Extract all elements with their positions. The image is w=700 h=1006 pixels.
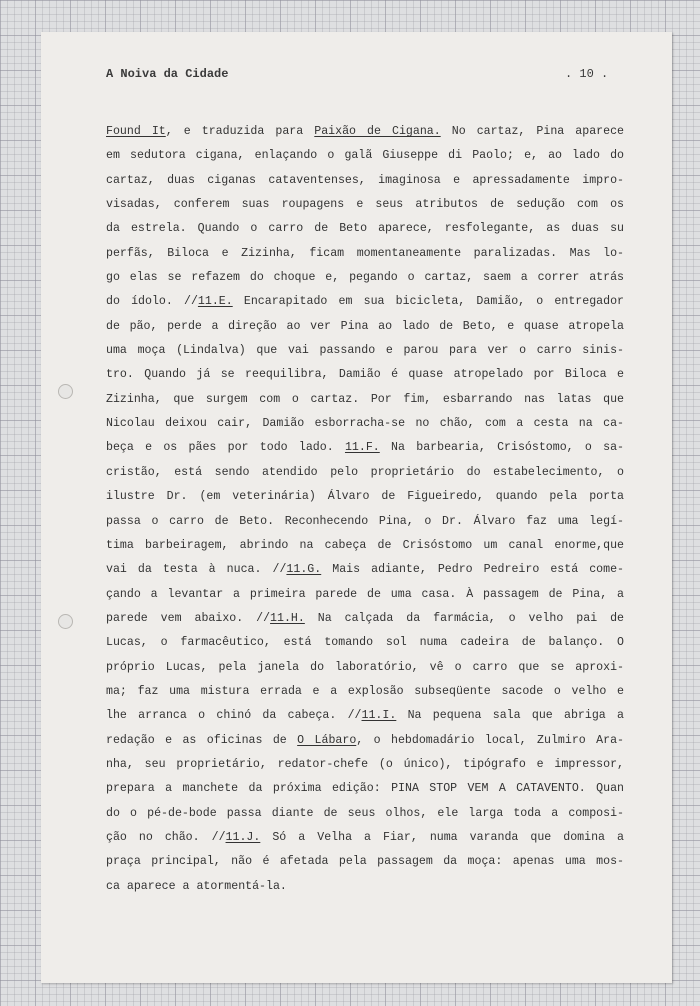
text-segment: redação e as oficinas de [106, 733, 298, 747]
text-segment: Nicolau deixou cair, Damião esborracha-se no chão, com a cesta na ca- [106, 417, 624, 431]
text-line [106, 120, 624, 144]
text-line [106, 607, 624, 631]
underlined-reference: 11.E. [197, 295, 233, 309]
text-segment: go elas se refazem do choque e, pegando o cartaz, saem a correr atrás [106, 271, 624, 285]
page-number: . 10 . [565, 67, 609, 81]
text-segment: ma; faz uma mistura errada e a explosão subseqüente sacode o velho e [106, 684, 624, 698]
text-line [106, 436, 624, 460]
text-line [106, 144, 624, 168]
text-segment: , e traduzida para [165, 125, 315, 138]
text-segment: Encarapitado em sua bicicleta, Damião, o entregador [232, 295, 624, 309]
text-segment: tima barbeiragem, abrindo na cabeça de Crisóstomo um canal enorme,que [106, 538, 624, 552]
text-segment: da estrela. Quando o carro de Beto aparece, resfolegante, as duas su [106, 222, 624, 236]
underlined-reference: 11.H. [270, 611, 305, 625]
text-segment: ção no chão. // [106, 830, 226, 844]
text-segment: de pão, perde a direção ao ver Pina ao lado de Beto, e quase atropela [106, 319, 624, 333]
underlined-reference: O Lábaro [297, 733, 357, 747]
text-segment: vai da testa à nuca. // [106, 563, 287, 577]
underlined-reference: 11.J. [225, 830, 261, 844]
text-line [106, 656, 624, 680]
text-line [106, 242, 624, 266]
text-segment: em sedutora cigana, enlaçando o galã Giuseppe di Paolo; e, ao lado do [106, 149, 624, 163]
underlined-reference: Paixão de Cigana. [314, 125, 441, 138]
text-line [106, 558, 624, 582]
text-segment: tro. Quando já se reequilibra, Damião é quase atropelado por Biloca e [106, 368, 624, 382]
underlined-reference: 11.F. [344, 441, 380, 455]
underlined-reference: Found It [106, 125, 166, 138]
text-segment: cartaz, duas ciganas cataventenses, imaginosa e apressadamente impro- [106, 173, 624, 187]
text-segment: cristão, está sendo atendido pelo proprietário do estabelecimento, o [106, 465, 624, 479]
text-segment: próprio Lucas, pela janela do laboratório, vê o carro que se aproxi- [106, 660, 624, 674]
text-segment: Na pequena sala que abriga a [396, 709, 624, 723]
text-segment: Zizinha, que surgem com o cartaz. Por fim, esbarrando nas latas que [106, 392, 624, 406]
text-segment: Mais adiante, Pedro Pedreiro está come- [321, 563, 624, 577]
text-segment: beça e os pães por todo lado. [106, 441, 345, 455]
text-line [106, 169, 624, 193]
text-segment: do ídolo. // [106, 295, 198, 309]
text-line [106, 631, 624, 655]
text-line [106, 412, 624, 436]
typed-paragraph [106, 120, 624, 899]
text-line [106, 339, 624, 363]
text-segment: parede vem abaixo. // [106, 611, 271, 625]
punch-hole [58, 384, 73, 399]
text-line [106, 680, 624, 704]
text-line [106, 802, 624, 826]
text-segment: perfãs, Biloca e Zizinha, ficam momentaneamente paralizadas. Mas lo- [106, 246, 624, 260]
text-line [106, 510, 624, 534]
text-line [106, 290, 624, 314]
page-title: A Noiva da Cidade [106, 67, 229, 81]
text-line [106, 534, 624, 558]
text-segment: passa o carro de Beto. Reconhecendo Pina, o Dr. Álvaro faz uma legí- [106, 514, 624, 528]
underlined-reference: 11.I. [361, 709, 397, 723]
text-line [106, 388, 624, 412]
text-line [106, 583, 624, 607]
text-line [106, 485, 624, 509]
text-line [106, 266, 624, 290]
text-line [106, 850, 624, 874]
text-line [106, 315, 624, 339]
text-line [106, 217, 624, 241]
text-line [106, 729, 624, 753]
text-segment: ilustre Dr. (em veterinária) Álvaro de Figueiredo, quando pela porta [106, 490, 624, 504]
text-segment: uma moça (Lindalva) que vai passando e parou para ver o carro sinis- [106, 344, 624, 358]
text-segment: nha, seu proprietário, redator-chefe (o único), tipógrafo e impressor, [106, 757, 624, 771]
text-line [106, 753, 624, 777]
text-segment: lhe arranca o chinó da cabeça. // [106, 709, 362, 723]
text-segment: Na barbearia, Crisóstomo, o sa- [379, 441, 624, 455]
text-line [106, 826, 624, 850]
text-segment: Na calçada da farmácia, o velho pai de [304, 611, 624, 625]
text-line [106, 193, 624, 217]
text-segment: Só a Velha a Fiar, numa varanda que domina a [260, 830, 624, 844]
underlined-reference: 11.G. [286, 563, 322, 577]
text-line [106, 704, 624, 728]
text-segment: No cartaz, Pina aparece [440, 125, 624, 138]
text-segment: ca aparece a atormentá-la. [106, 879, 287, 893]
text-line [106, 363, 624, 387]
text-line [106, 875, 624, 899]
text-segment: visadas, conferem suas roupagens e seus atributos de sedução com os [106, 198, 624, 212]
text-segment: , o hebdomadário local, Zulmiro Ara- [356, 733, 624, 747]
text-segment: praça principal, não é afetada pela passagem da moça: apenas uma mos- [106, 855, 624, 869]
text-line [106, 777, 624, 801]
punch-hole [58, 614, 73, 629]
text-segment: Lucas, o farmacêutico, está tomando sol numa cadeira de balanço. O [106, 636, 624, 650]
text-segment: çando a levantar a primeira parede de uma casa. À passagem de Pina, a [106, 587, 624, 601]
text-segment: prepara a manchete da próxima edição: PINA STOP VEM A CATAVENTO. Quan [106, 782, 624, 796]
text-line [106, 461, 624, 485]
text-segment: do o pé-de-bode passa diante de seus olhos, ele larga toda a composi- [106, 806, 624, 820]
